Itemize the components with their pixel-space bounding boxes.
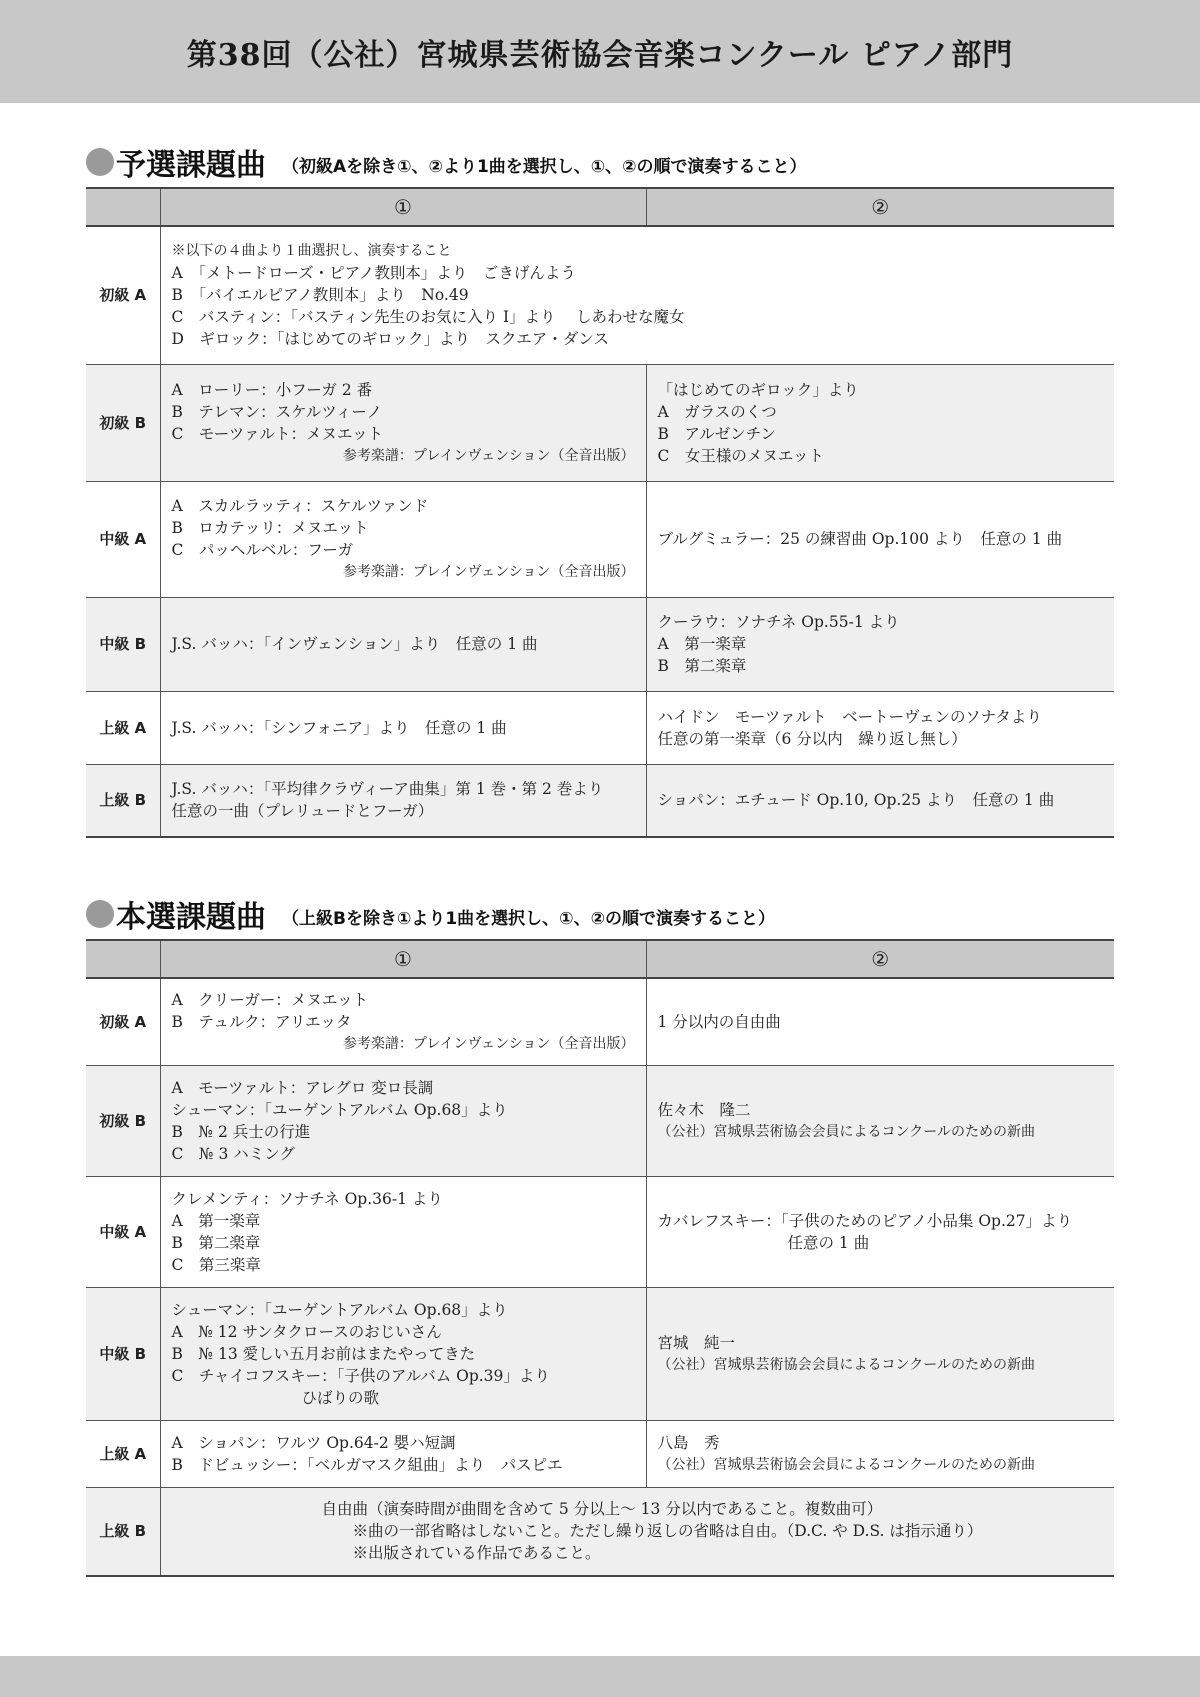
text-line: ※曲の一部省略はしないこと。ただし繰り返しの省略は自由。（D.C. や D.S. は指示通り） [321,1522,983,1541]
text-line: B ドビュッシー：「ベルガマスク組曲」より パスピエ [171,1455,563,1474]
footer-bar [0,1656,1200,1697]
text-line: （公社）宮城県芸術協会会員によるコンクールのための新曲 [657,1356,1035,1373]
table-row [86,764,1114,837]
table-row [86,1176,1114,1287]
text-line: クレメンティ：ソナチネ Op.36-1 より [171,1189,443,1208]
text-line: C № 3 ハミング [171,1144,295,1163]
text-line: ブルグミュラー：25 の練習曲 Op.100 より 任意の 1 曲 [657,530,1063,548]
text-line: B № 2 兵士の行進 [171,1122,311,1141]
text-line: A ローリー：小フーガ 2 番 [171,380,373,399]
text-line: B テレマン：スケルツィーノ [171,402,383,421]
reference-score: 参考楽譜：プレインヴェンション（全音出版） [342,1035,635,1052]
yosen-title: 予選課題曲 [116,148,266,183]
piece-cell-2 [646,481,1114,597]
reference-score: 参考楽譜：プレインヴェンション（全音出版） [342,564,635,580]
piece-cell-2 [646,691,1114,764]
piece-cell-2 [646,597,1114,691]
table-row [86,1287,1114,1420]
text-line: A スカルラッティ：スケルツァンド [171,497,429,515]
piece-cell-2 [646,1176,1114,1287]
level-label: 中級 B [86,597,160,691]
yosen-note: （初級Aを除き①、②より1曲を選択し、①、②の順で演奏すること） [282,156,807,177]
text-line: A クリーガー：メヌエット [171,990,369,1009]
text-line: 任意の一曲（プレリュードとフーガ） [171,802,434,821]
text-line: D ギロック：「はじめてのギロック」より スクエア・ダンス [171,330,609,349]
text-line: 1 分以内の自由曲 [657,1012,781,1031]
text-line: ハイドン モーツァルト ベートーヴェンのソナタより [657,707,1042,726]
piece-cell-1 [160,1287,646,1420]
level-label: 中級 A [86,1176,160,1287]
text-line: （公社）宮城県芸術協会会員によるコンクールのための新曲 [657,1123,1035,1140]
piece-cell-1 [160,978,646,1065]
text-line: B アルゼンチン [657,424,776,443]
text-line: ※以下の４曲より１曲選択し、演奏すること [171,243,452,260]
piece-cell-1 [160,691,646,764]
page-title: 第38回（公社）宮城県芸術協会音楽コンクール ピアノ部門 [186,37,1014,73]
text-line: C 第三楽章 [171,1255,261,1274]
piece-cell-1 [160,364,646,481]
piece-cell-2 [646,1420,1114,1487]
composer-name: 佐々木 隆二 [657,1100,751,1119]
level-label: 上級 A [86,691,160,764]
piece-cell-1 [160,597,646,691]
level-label: 上級 A [86,1420,160,1487]
table-row [86,597,1114,691]
text-line: A ショパン：ワルツ Op.64-2 嬰ハ短調 [171,1433,456,1452]
text-line: A 「メトードローズ・ピアノ教則本」より ごきげんよう [171,264,576,283]
level-label: 中級 A [86,481,160,597]
col-header-1: ① [160,940,646,978]
text-line: C パッヘルベル：フーガ [171,541,354,559]
table-row [86,364,1114,481]
yosen-heading [86,140,807,184]
honsen-title: 本選課題曲 [116,900,266,935]
table-row [86,481,1114,597]
text-line: カバレフスキー：「子供のためのピアノ小品集 Op.27」より [657,1211,1073,1230]
piece-cell-2 [646,764,1114,837]
text-line: A ガラスのくつ [657,402,777,421]
text-line: シューマン：「ユーゲントアルバム Op.68」より [171,1100,508,1119]
text-line: ショパン：エチュード Op.10, Op.25 より 任意の 1 曲 [657,791,1055,810]
level-label: 上級 B [86,764,160,837]
text-line: クーラウ：ソナチネ Op.55-1 より [657,613,900,631]
yosen-table [86,187,1114,838]
text-line: 任意の第一楽章（6 分以内 繰り返し無し） [657,729,967,748]
level-label: 中級 B [86,1287,160,1420]
text-line: （公社）宮城県芸術協会会員によるコンクールのための新曲 [657,1456,1035,1473]
text-line: 「はじめてのギロック」より [657,380,859,399]
level-label: 初級 B [86,1065,160,1176]
text-line: A 第一楽章 [171,1211,261,1230]
level-label: 初級 B [86,364,160,481]
level-label: 初級 A [86,226,160,364]
text-line: ひばりの歌 [301,1388,380,1407]
piece-cell-1 [160,481,646,597]
text-line: J.S. バッハ：「シンフォニア」より 任意の 1 曲 [171,718,507,737]
level-label: 上級 B [86,1487,160,1576]
text-line: B 第二楽章 [657,657,747,675]
text-line: C チャイコフスキー：「子供のアルバム Op.39」より [171,1366,550,1385]
piece-cell-2 [646,978,1114,1065]
text-line: B № 13 愛しい五月お前はまたやってきた [171,1344,476,1363]
composer-name: 宮城 純一 [657,1333,736,1352]
text-line: シューマン：「ユーゲントアルバム Op.68」より [171,1300,508,1319]
table-row [86,691,1114,764]
piece-cell [160,226,1114,364]
table-row [86,226,1114,364]
corner-cell [86,188,160,226]
text-line: A № 12 サンタクロースのおじいさん [171,1322,442,1341]
honsen-heading [86,892,775,936]
text-line: C 女王様のメヌエット [657,446,825,465]
piece-cell-1 [160,1065,646,1176]
text-line: B 第二楽章 [171,1233,261,1252]
honsen-note: （上級Bを除き①より1曲を選択し、①、②の順で演奏すること） [282,908,775,929]
table-row [86,1487,1114,1576]
text-line: ※出版されている作品であること。 [321,1544,601,1563]
composer-name: 八島 秀 [657,1433,720,1452]
text-line: B テュルク：アリエッタ [171,1012,352,1031]
text-line: B 「バイエルピアノ教則本」より No.49 [171,286,469,305]
text-line: 任意の 1 曲 [787,1233,870,1252]
text-line: J.S. バッハ：「平均律クラヴィーア曲集」第 1 巻・第 2 巻より [171,780,604,799]
piece-cell-1 [160,1176,646,1287]
circle-bullet-icon [86,148,114,176]
piece-cell-2 [646,1287,1114,1420]
table-row [86,978,1114,1065]
reference-score: 参考楽譜：プレインヴェンション（全音出版） [342,447,635,464]
text-line: A 第一楽章 [657,635,747,653]
col-header-2: ② [646,188,1114,226]
table-row [86,1420,1114,1487]
free-piece-cell [160,1487,1114,1576]
text-line: J.S. バッハ：「インヴェンション」より 任意の 1 曲 [171,635,538,653]
text-line: 自由曲（演奏時間が曲間を含めて 5 分以上～ 13 分以内であること。複数曲可） [321,1500,883,1519]
honsen-table [86,939,1114,1577]
piece-cell-1 [160,1420,646,1487]
piece-cell-2 [646,364,1114,481]
header-bar [0,0,1200,103]
corner-cell [86,940,160,978]
col-header-1: ① [160,188,646,226]
col-header-2: ② [646,940,1114,978]
text-line: B ロカテッリ：メヌエット [171,519,369,537]
table-row [86,1065,1114,1176]
text-line: C バスティン：「バスティン先生のお気に入り Ⅰ」より しあわせな魔女 [171,308,685,327]
text-line: C モーツァルト：メヌエット [171,424,384,443]
text-line: A モーツァルト：アレグロ 変ロ長調 [171,1078,434,1097]
level-label: 初級 A [86,978,160,1065]
piece-cell-1 [160,764,646,837]
circle-bullet-icon [86,900,114,928]
piece-cell-2 [646,1065,1114,1176]
